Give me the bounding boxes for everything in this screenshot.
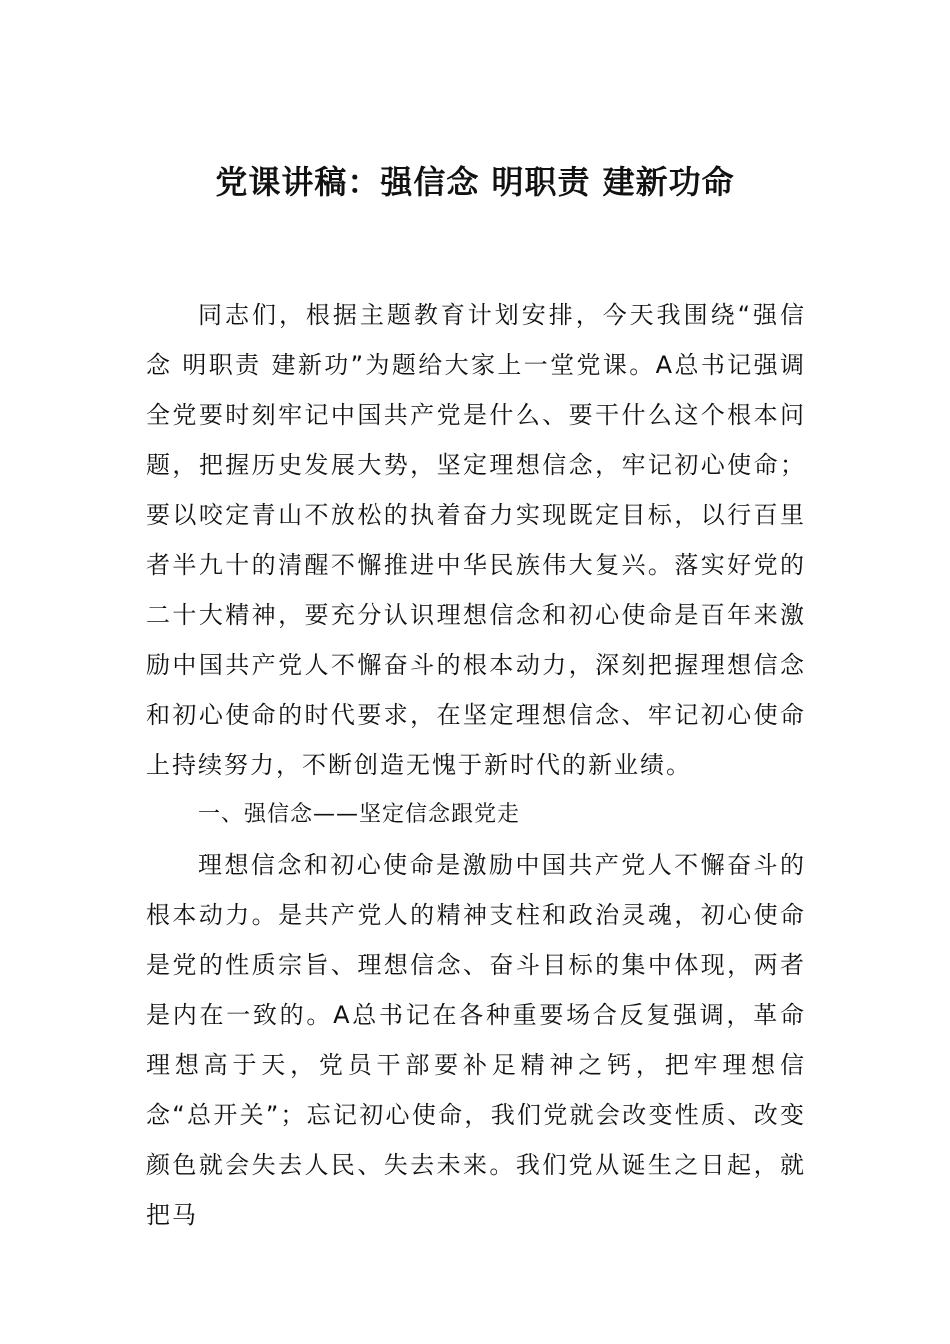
- intro-paragraph: 同志们，根据主题教育计划安排，今天我围绕“强信念 明职责 建新功”为题给大家上一堂党课。A总书记强调全党要时刻牢记中国共产党是什么、要干什么这个根本问题，把握历史发展大势，坚定理想信念，牢记初心使命；要以咬定青山不放松的执着奋力实现既定目标，以行百里者半九十的清醒不懈推进中华民族伟大复兴。落实好党的二十大精神，要充分认识理想信念和初心使命是百年来激励中国共产党人不懈奋斗的根本动力，深刻把握理想信念和初心使命的时代要求，在坚定理想信念、牢记初心使命上持续努力，不断创造无愧于新时代的新业绩。: [146, 301, 806, 779]
- document-body: [146, 290, 806, 1240]
- section-heading: 一、强信念——坚定信念跟党走: [198, 802, 521, 827]
- section-paragraph: 理想信念和初心使命是激励中国共产党人不懈奋斗的根本动力。是共产党人的精神支柱和政治灵魂，初心使命是党的性质宗旨、理想信念、奋斗目标的集中体现，两者是内在一致的。A总书记在各种重要场合反复强调，革命理想高于天，党员干部要补足精神之钙，把牢理想信念“总开关”；忘记初心使命，我们党就会改变性质、改变颜色就会失去人民、失去未来。我们党从诞生之日起，就把马: [146, 851, 806, 1229]
- document-title: 党课讲稿：强信念 明职责 建新功命: [215, 163, 735, 201]
